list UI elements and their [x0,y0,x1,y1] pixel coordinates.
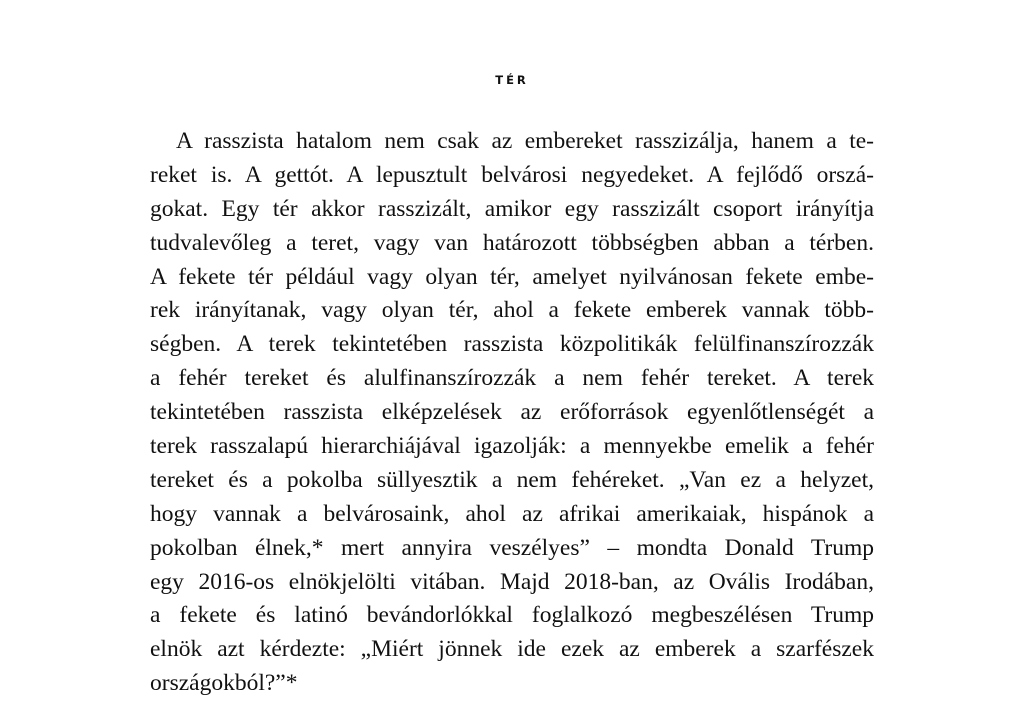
text-line: országokból?”* [150,670,298,697]
text-line: A rasszista hatalom nem csak az embereket rasszizálja, hanem a te- [176,128,874,154]
body-paragraph [150,125,874,701]
running-head: TÉR [495,73,529,87]
text-line: tudvalevőleg a teret, vagy van határozott többségben abban a térben. [150,229,874,256]
text-line: elnök azt kérdezte: „Miért jönnek ide ezek az emberek a szarfészek [150,636,874,663]
text-line: terek rasszalapú hierarchiájával igazolják: a mennyekbe emelik a fehér [150,433,874,460]
text-line: a fekete és latinó bevándorlókkal foglalkozó megbeszélésen Trump [150,602,874,629]
text-line: ségben. A terek tekintetében rasszista közpolitikák felülfinanszírozzák [150,331,874,358]
text-line: A fekete tér például vagy olyan tér, amelyet nyilvánosan fekete embe- [150,263,874,290]
text-line: hogy vannak a belvárosaink, ahol az afrikai amerikaiak, hispánok a [150,500,874,527]
text-line: tekintetében rasszista elképzelések az erőforrások egyenlőtlenségét a [150,399,874,426]
text-line: reket is. A gettót. A lepusztult belvárosi negyedeket. A fejlődő orszá- [150,161,874,188]
text-line: a fehér tereket és alulfinanszírozzák a nem fehér tereket. A terek [150,365,874,392]
text-line: egy 2016-os elnökjelölti vitában. Majd 2018-ban, az Ovális Irodában, [150,568,874,595]
text-line: tereket és a pokolba süllyesztik a nem fehéreket. „Van ez a helyzet, [150,466,874,493]
text-line: gokat. Egy tér akkor rasszizált, amikor egy rasszizált csoport irányítja [150,195,874,222]
text-line: pokolban élnek,* mert annyira veszélyes” – mondta Donald Trump [150,534,874,561]
text-line: rek irányítanak, vagy olyan tér, ahol a fekete emberek vannak több- [150,297,874,324]
